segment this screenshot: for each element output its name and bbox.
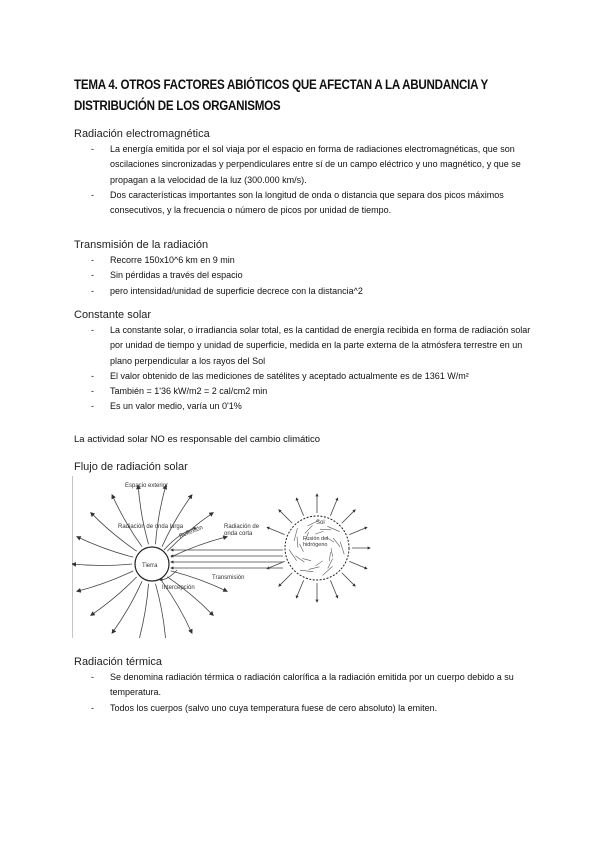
list-item: - Recorre 150x10^6 km en 9 min bbox=[74, 253, 534, 268]
heading-constante-solar: Constante solar bbox=[74, 309, 152, 321]
earth-ray bbox=[72, 564, 132, 566]
sun-ray bbox=[296, 580, 303, 598]
heading-transmision: Transmisión de la radiación bbox=[74, 239, 209, 251]
list-item: - La constante solar, o irradiancia solar total, es la cantidad de energía recibida en forma de radiación solar por unidad de tiempo y unidad de superficie, medida en la parte externa de la atmósfera terrestre en un plano perpendicular a los rayos del Sol bbox=[74, 323, 534, 369]
sun-ray bbox=[349, 561, 367, 568]
heading-radiacion-electromagnetica: Radiación electromagnética bbox=[74, 128, 210, 140]
sun-ray bbox=[349, 527, 367, 534]
list-item: - Es un valor medio, varía un 0'1% bbox=[74, 399, 534, 414]
label-onda-corta-1: Radiación de bbox=[224, 524, 260, 530]
list-radiacion-termica bbox=[74, 670, 534, 716]
label-fusion-1: Fusión del bbox=[303, 536, 329, 542]
list-item: - Dos características importantes son la longitud de onda o distancia que separa dos picos máximos consecutivos, y la frecuencia o número de picos por unidad de tiempo. bbox=[74, 188, 534, 219]
sun-ray bbox=[342, 573, 355, 586]
label-reflexion: Reflexión bbox=[178, 524, 204, 540]
earth-ray bbox=[91, 577, 137, 616]
heading-radiacion-termica: Radiación térmica bbox=[74, 656, 163, 668]
sun-ray bbox=[342, 510, 355, 523]
list-item: - Todos los cuerpos (salvo uno cuya temperatura fuese de cero absoluto) la emiten. bbox=[74, 701, 534, 716]
label-onda-larga: Radiación de onda larga bbox=[118, 524, 184, 530]
list-transmision bbox=[74, 253, 534, 299]
earth-ray bbox=[112, 495, 142, 547]
sun-ray bbox=[279, 510, 292, 523]
sun-ray bbox=[330, 498, 337, 516]
label-espacio-exterior: Espacio exterior bbox=[125, 483, 169, 489]
earth-ray bbox=[162, 495, 192, 547]
actividad-solar-note: La actividad solar NO es responsable del cambio climático bbox=[74, 434, 321, 445]
label-tierra: Tierra bbox=[142, 563, 158, 569]
list-item: - Se denomina radiación térmica o radiación calorífica a la radiación emitida por un cuerpo debido a su temperatura. bbox=[74, 670, 534, 701]
list-radiacion-electromagnetica bbox=[74, 142, 534, 218]
earth-ray bbox=[155, 485, 165, 544]
label-transmision: Transmisión bbox=[212, 575, 245, 581]
sun-ray bbox=[296, 498, 303, 516]
earth-ray bbox=[77, 537, 133, 558]
sun-ray bbox=[279, 573, 292, 586]
sun-ray bbox=[267, 561, 285, 568]
label-sol: Sol bbox=[316, 520, 325, 526]
list-item: - El valor obtenido de las mediciones de satélites y aceptado actualmente es de 1361 W/m² bbox=[74, 369, 534, 384]
list-item: - También = 1'36 kW/m2 = 2 cal/cm2 min bbox=[74, 384, 534, 399]
solar-flux-diagram bbox=[72, 476, 372, 638]
label-fusion-2: hidrógeno bbox=[303, 542, 328, 548]
list-item: - Sin pérdidas a través del espacio bbox=[74, 268, 534, 283]
list-item: - pero intensidad/unidad de superficie decrece con la distancia^2 bbox=[74, 284, 534, 299]
transmission-lines bbox=[171, 550, 283, 568]
list-item: - La energía emitida por el sol viaja por el espacio en forma de radiaciones electromagnéticas, que son oscilaciones sincronizadas y perpendiculares entre sí de un campo eléctrico y uno magnético, y que se propagan a la velocidad de la luz (300.000 km/s). bbox=[74, 142, 534, 188]
earth-ray bbox=[138, 485, 148, 544]
earth-ray bbox=[138, 584, 148, 638]
label-interceptacion: Intercepción bbox=[162, 585, 195, 591]
sun-ray bbox=[330, 580, 337, 598]
sun-ray bbox=[267, 527, 285, 534]
earth-ray bbox=[112, 581, 142, 633]
heading-flujo-radiacion: Flujo de radiación solar bbox=[74, 461, 188, 473]
earth-ray bbox=[155, 584, 165, 638]
page-title: TEMA 4. OTROS FACTORES ABIÓTICOS QUE AFECTAN A LA ABUNDANCIA Y DISTRIBUCIÓN DE LOS ORGANISMOS bbox=[74, 77, 488, 113]
list-constante-solar bbox=[74, 323, 534, 415]
label-onda-corta-2: onda corta bbox=[224, 531, 253, 537]
